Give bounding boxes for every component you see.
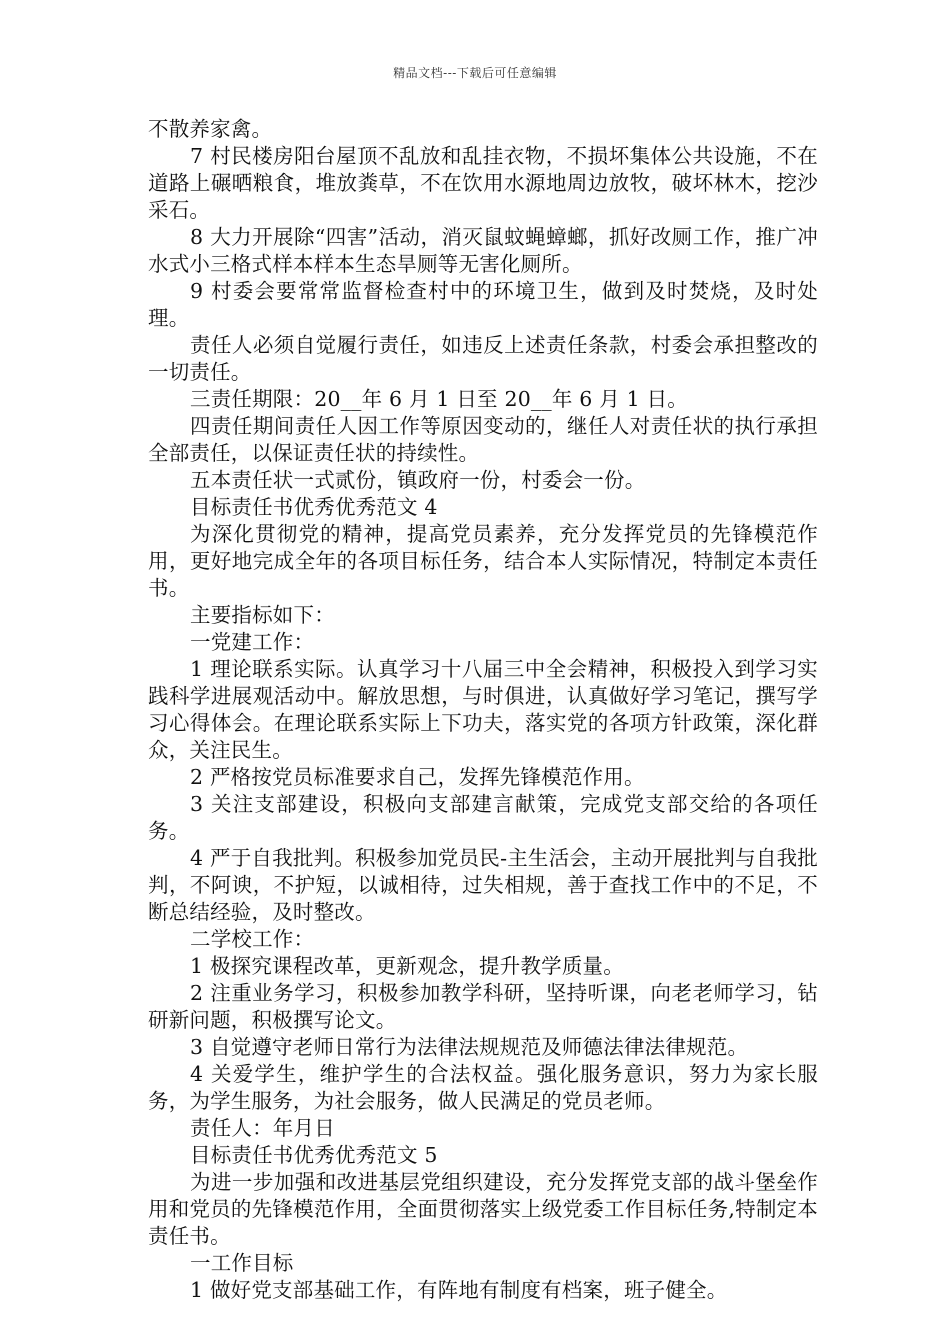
paragraph: 1 极探究课程改革，更新观念，提升教学质量。 [190, 954, 624, 978]
paragraph: 责任人：年月日 [190, 1116, 335, 1140]
paragraph: 3 自觉遵守老师日常行为法律法规规范及师德法律法律规范。 [190, 1035, 749, 1059]
paragraph: 四责任期间责任人因工作等原因变动的，继任人对责任状的执行承担全部责任，以保证责任状的持续性。 [148, 414, 818, 465]
page-header: 精品文档---下载后可任意编辑 [393, 66, 557, 80]
paragraph: 一党建工作： [190, 630, 315, 654]
paragraph: 8 大力开展除“四害”活动，消灭鼠蚊蝇蟑螂，抓好改厕工作，推广冲水式小三格式样本样本生态旱厕等无害化厕所。 [148, 225, 818, 276]
paragraph: 7 村民楼房阳台屋顶不乱放和乱挂衣物，不损坏集体公共设施，不在道路上碾晒粮食，堆放粪草，不在饮用水源地周边放牧，破坏林木，挖沙采石。 [148, 144, 818, 222]
paragraph: 五本责任状一式贰份，镇政府一份，村委会一份。 [190, 468, 646, 492]
paragraph: 不散养家禽。 [148, 117, 273, 141]
paragraph: 目标责任书优秀优秀范文 5 [190, 1143, 438, 1167]
paragraph: 2 严格按党员标准要求自己，发挥先锋模范作用。 [190, 765, 645, 789]
paragraph: 二学校工作： [190, 927, 315, 951]
paragraph: 三责任期限：20__年 6 月 1 日至 20__年 6 月 1 日。 [190, 387, 688, 411]
paragraph: 4 严于自我批判。积极参加党员民-主生活会，主动开展批判与自我批判，不阿谀，不护短，以诚相待，过失相规，善于查找工作中的不足，不断总结经验，及时整改。 [148, 846, 818, 924]
paragraph: 2 注重业务学习，积极参加教学科研，坚持听课，向老老师学习，钻研新问题，积极撰写论文。 [148, 981, 818, 1032]
paragraph: 1 做好党支部基础工作，有阵地有制度有档案，班子健全。 [190, 1278, 728, 1302]
paragraph: 目标责任书优秀优秀范文 4 [190, 495, 438, 519]
paragraph: 1 理论联系实际。认真学习十八届三中全会精神，积极投入到学习实践科学进展观活动中。解放思想，与时俱进，认真做好学习笔记，撰写学习心得体会。在理论联系实际上下功夫，落实党的各项方针政策，深化群众，关注民生。 [148, 657, 818, 762]
paragraph: 为进一步加强和改进基层党组织建设，充分发挥党支部的战斗堡垒作用和党员的先锋模范作用，全面贯彻落实上级党委工作目标任务,特制定本责任书。 [148, 1170, 818, 1248]
paragraph: 主要指标如下： [190, 603, 335, 627]
paragraph: 责任人必须自觉履行责任，如违反上述责任条款，村委会承担整改的一切责任。 [148, 333, 818, 384]
paragraph: 3 关注支部建设，积极向支部建言献策，完成党支部交给的各项任务。 [148, 792, 818, 843]
paragraph: 9 村委会要常常监督检查村中的环境卫生，做到及时焚烧，及时处理。 [148, 279, 818, 330]
paragraph: 4 关爱学生，维护学生的合法权益。强化服务意识，努力为家长服务，为学生服务，为社会服务，做人民满足的党员老师。 [148, 1062, 818, 1113]
paragraph: 一工作目标 [190, 1251, 294, 1275]
document-body [148, 116, 818, 1304]
paragraph: 为深化贯彻党的精神，提高党员素养，充分发挥党员的先锋模范作用，更好地完成全年的各项目标任务，结合本人实际情况，特制定本责任书。 [148, 522, 818, 600]
